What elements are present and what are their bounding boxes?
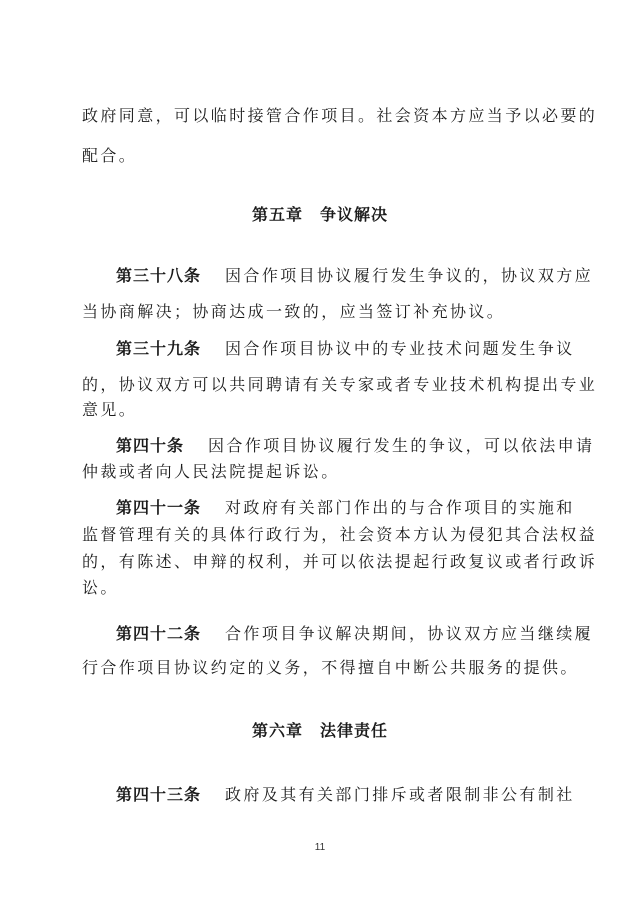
article-label: 第四十二条 <box>116 624 202 643</box>
article-label: 第四十一条 <box>116 498 202 517</box>
article-42 <box>116 624 594 644</box>
paragraph-line: 政府同意，可以临时接管合作项目。社会资本方应当予以必要的 <box>82 106 598 125</box>
article-label: 第三十八条 <box>116 266 202 285</box>
article-43 <box>116 785 575 805</box>
paragraph-line: 当协商解决；协商达成一致的，应当签订补充协议。 <box>82 302 506 321</box>
article-label: 第四十条 <box>116 436 185 455</box>
paragraph-line: 意见。 <box>82 400 138 419</box>
article-41 <box>116 498 575 518</box>
article-text: 因合作项目协议履行发生的争议，可以依法申请 <box>208 436 595 455</box>
article-text: 因合作项目协议履行发生争议的，协议双方应 <box>225 266 594 285</box>
article-text: 因合作项目协议中的专业技术问题发生争议 <box>225 339 575 358</box>
article-label: 第四十三条 <box>116 785 202 804</box>
paragraph-line: 的，协议双方可以共同聘请有关专家或者专业技术机构提出专业 <box>82 375 598 394</box>
chapter-heading: 第六章 法律责任 <box>251 721 388 740</box>
paragraph-line: 讼。 <box>82 578 119 597</box>
article-39 <box>116 339 575 359</box>
article-text: 政府及其有关部门排斥或者限制非公有制社 <box>225 785 575 804</box>
paragraph-line: 配合。 <box>82 146 138 165</box>
article-text: 对政府有关部门作出的与合作项目的实施和 <box>225 498 575 517</box>
article-38 <box>116 266 594 286</box>
paragraph-line: 仲裁或者向人民法院提起诉讼。 <box>82 462 340 481</box>
page-number: 11 <box>314 842 326 853</box>
chapter-heading: 第五章 争议解决 <box>251 205 388 224</box>
paragraph-line: 的，有陈述、申辩的权利，并可以依法提起行政复议或者行政诉 <box>82 552 598 571</box>
article-40 <box>116 436 595 456</box>
article-label: 第三十九条 <box>116 339 202 358</box>
paragraph-line: 监督管理有关的具体行政行为，社会资本方认为侵犯其合法权益 <box>82 525 598 544</box>
paragraph-line: 行合作项目协议约定的义务，不得擅自中断公共服务的提供。 <box>82 658 579 677</box>
article-text: 合作项目争议解决期间，协议双方应当继续履 <box>225 624 594 643</box>
